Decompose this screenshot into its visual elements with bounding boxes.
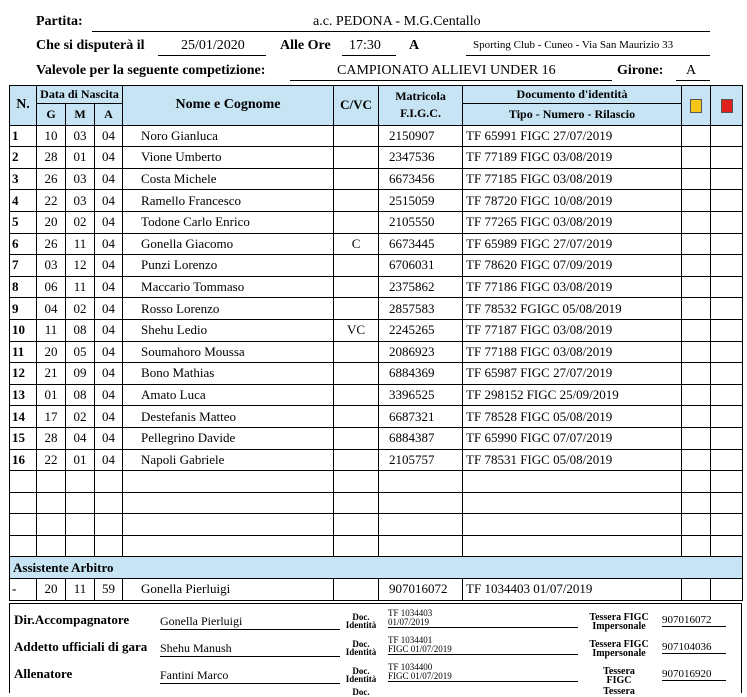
assistant-birth-year: 59 (95, 579, 123, 601)
player-name: Vione Umberto (123, 147, 334, 169)
col-doc-subheader: Tipo - Numero - Rilascio (463, 104, 682, 126)
girone-value: A (686, 63, 697, 78)
yellow-card-cell (682, 276, 711, 298)
yellow-card-icon (690, 99, 702, 113)
assistant-cvc (334, 579, 379, 601)
empty-cell (682, 535, 711, 557)
empty-cell (463, 535, 682, 557)
birth-day: 22 (37, 449, 66, 471)
col-a-header: A (95, 104, 123, 126)
id-document: TF 298152 FIGC 25/09/2019 (463, 384, 682, 406)
birth-day: 21 (37, 363, 66, 385)
matricola: 2347536 (379, 147, 463, 169)
table-row (10, 125, 743, 147)
player-name: Ramello Francesco (123, 190, 334, 212)
matricola: 2105550 (379, 211, 463, 233)
birth-year: 04 (95, 319, 123, 341)
empty-row (10, 471, 743, 493)
birth-year: 04 (95, 211, 123, 233)
id-document: TF 77189 FIGC 03/08/2019 (463, 147, 682, 169)
birth-month: 05 (66, 341, 95, 363)
partita-label: Partita: (36, 14, 83, 29)
assistant-yellow (682, 579, 711, 601)
assistant-matricola: 907016072 (379, 579, 463, 601)
red-card-cell (711, 147, 743, 169)
staff-role: Allenatore (14, 666, 73, 681)
birth-month: 03 (66, 125, 95, 147)
birth-day: 17 (37, 406, 66, 428)
captain-mark (334, 190, 379, 212)
staff-doc-line2: 01/07/2019 (388, 618, 578, 628)
empty-cell (463, 492, 682, 514)
col-g-header: G (37, 104, 66, 126)
birth-year: 04 (95, 427, 123, 449)
empty-cell (463, 514, 682, 536)
id-document: TF 77187 FIGC 03/08/2019 (463, 319, 682, 341)
empty-cell (711, 492, 743, 514)
player-name: Gonella Giacomo (123, 233, 334, 255)
birth-year: 04 (95, 168, 123, 190)
birth-year: 04 (95, 406, 123, 428)
empty-cell (123, 535, 334, 557)
player-name: Soumahoro Moussa (123, 341, 334, 363)
red-card-header (711, 86, 743, 126)
player-number: 13 (10, 384, 37, 406)
birth-day: 06 (37, 276, 66, 298)
table-row (10, 276, 743, 298)
captain-mark (334, 255, 379, 277)
partita-value: a.c. PEDONA - M.G.Centallo (313, 14, 481, 29)
yellow-card-cell (682, 190, 711, 212)
player-number: 7 (10, 255, 37, 277)
staff-tessera-number: 907016920 (662, 668, 726, 681)
yellow-card-cell (682, 384, 711, 406)
red-card-cell (711, 168, 743, 190)
empty-cell (95, 471, 123, 493)
matricola: 2245265 (379, 319, 463, 341)
red-card-cell (711, 406, 743, 428)
matricola: 3396525 (379, 384, 463, 406)
red-card-cell (711, 255, 743, 277)
assistant-birth-day: 20 (37, 579, 66, 601)
yellow-card-cell (682, 298, 711, 320)
red-card-cell (711, 211, 743, 233)
matricola: 6884369 (379, 363, 463, 385)
assistant-birth-month: 11 (66, 579, 95, 601)
id-document: TF 78620 FIGC 07/09/2019 (463, 255, 682, 277)
player-name: Bono Mathias (123, 363, 334, 385)
red-card-cell (711, 190, 743, 212)
red-card-cell (711, 427, 743, 449)
red-card-cell (711, 363, 743, 385)
matricola: 2150907 (379, 125, 463, 147)
birth-year: 04 (95, 233, 123, 255)
captain-mark (334, 406, 379, 428)
staff-role: Dir.Accompagnatore (14, 612, 130, 627)
id-document: TF 78528 FIGC 05/08/2019 (463, 406, 682, 428)
table-row (10, 147, 743, 169)
col-matricola-line2: F.I.G.C. (400, 106, 441, 121)
matricola: 6673445 (379, 233, 463, 255)
staff-tessera-label: Tessera FIGC (589, 612, 649, 623)
player-name: Punzi Lorenzo (123, 255, 334, 277)
empty-cell (10, 471, 37, 493)
player-name: Pellegrino Davide (123, 427, 334, 449)
table-row (10, 449, 743, 471)
birth-day: 03 (37, 255, 66, 277)
id-document: TF 65991 FIGC 27/07/2019 (463, 125, 682, 147)
player-name: Todone Carlo Enrico (123, 211, 334, 233)
yellow-card-cell (682, 255, 711, 277)
birth-day: 20 (37, 211, 66, 233)
assistant-red (711, 579, 743, 601)
empty-cell (123, 471, 334, 493)
red-card-cell (711, 319, 743, 341)
captain-mark (334, 147, 379, 169)
empty-cell (37, 471, 66, 493)
empty-cell (379, 492, 463, 514)
birth-month: 03 (66, 168, 95, 190)
empty-cell (66, 471, 95, 493)
yellow-card-cell (682, 406, 711, 428)
staff-doc-label: Doc. (352, 612, 370, 622)
birth-month: 08 (66, 319, 95, 341)
empty-row (10, 514, 743, 536)
player-name: Shehu Ledio (123, 319, 334, 341)
col-name-header: Nome e Cognome (123, 86, 334, 126)
birth-day: 28 (37, 147, 66, 169)
table-row (10, 341, 743, 363)
empty-cell (682, 514, 711, 536)
captain-mark (334, 384, 379, 406)
matricola: 6884387 (379, 427, 463, 449)
staff-tessera-number: 907104036 (662, 641, 726, 654)
birth-day: 04 (37, 298, 66, 320)
player-name: Maccario Tommaso (123, 276, 334, 298)
birth-year: 04 (95, 125, 123, 147)
time-label: Alle Ore (280, 38, 331, 53)
matricola: 2105757 (379, 449, 463, 471)
table-row (10, 298, 743, 320)
empty-cell (682, 471, 711, 493)
date-label: Che si disputerà il (36, 38, 145, 53)
venue: Sporting Club - Cuneo - Via San Maurizio 33 (473, 39, 674, 51)
player-name: Napoli Gabriele (123, 449, 334, 471)
empty-cell (711, 535, 743, 557)
empty-cell (379, 471, 463, 493)
captain-mark (334, 298, 379, 320)
col-cvc-header: C/VC (334, 86, 379, 126)
player-number: 16 (10, 449, 37, 471)
matricola: 6673456 (379, 168, 463, 190)
staff-doc-label: Doc. (352, 666, 370, 676)
birth-month: 03 (66, 190, 95, 212)
staff-doc-line1: TF 1034400 (388, 662, 433, 672)
table-row (10, 406, 743, 428)
captain-mark (334, 427, 379, 449)
player-name: Noro Gianluca (123, 125, 334, 147)
staff-doc-label2: Identità (345, 647, 377, 657)
birth-day: 20 (37, 341, 66, 363)
cut-doc-label: Doc. (352, 687, 370, 697)
table-row (10, 190, 743, 212)
player-name: Destefanis Matteo (123, 406, 334, 428)
empty-cell (379, 514, 463, 536)
birth-month: 01 (66, 147, 95, 169)
roster-table (9, 85, 743, 601)
empty-cell (37, 535, 66, 557)
birth-month: 12 (66, 255, 95, 277)
empty-cell (682, 492, 711, 514)
staff-doc-line1: TF 1034401 (388, 635, 433, 645)
birth-year: 04 (95, 363, 123, 385)
empty-cell (37, 492, 66, 514)
id-document: TF 65987 FIGC 27/07/2019 (463, 363, 682, 385)
birth-month: 09 (66, 363, 95, 385)
empty-cell (379, 535, 463, 557)
staff-tessera-label2: Impersonale (592, 648, 646, 659)
empty-cell (711, 514, 743, 536)
table-row (10, 255, 743, 277)
staff-role: Addetto ufficiali di gara (14, 639, 148, 654)
empty-cell (95, 492, 123, 514)
id-document: TF 78720 FIGC 10/08/2019 (463, 190, 682, 212)
staff-doc-label: Doc. (352, 639, 370, 649)
player-name: Rosso Lorenzo (123, 298, 334, 320)
red-card-cell (711, 233, 743, 255)
empty-cell (95, 514, 123, 536)
id-document: TF 78531 FIGC 05/08/2019 (463, 449, 682, 471)
yellow-card-cell (682, 341, 711, 363)
yellow-card-cell (682, 147, 711, 169)
empty-cell (123, 492, 334, 514)
red-card-cell (711, 276, 743, 298)
time-value: 17:30 (349, 38, 381, 53)
id-document: TF 77265 FIGC 03/08/2019 (463, 211, 682, 233)
captain-mark: C (334, 233, 379, 255)
captain-mark (334, 341, 379, 363)
empty-row (10, 535, 743, 557)
table-row (10, 427, 743, 449)
birth-month: 04 (66, 427, 95, 449)
empty-cell (10, 535, 37, 557)
captain-mark (334, 449, 379, 471)
empty-cell (334, 535, 379, 557)
empty-cell (10, 492, 37, 514)
id-document: TF 77186 FIGC 03/08/2019 (463, 276, 682, 298)
captain-mark (334, 125, 379, 147)
id-document: TF 77188 FIGC 03/08/2019 (463, 341, 682, 363)
empty-cell (123, 514, 334, 536)
table-row (10, 363, 743, 385)
red-card-icon (721, 99, 733, 113)
player-number: 5 (10, 211, 37, 233)
matricola: 2515059 (379, 190, 463, 212)
competition-value: CAMPIONATO ALLIEVI UNDER 16 (337, 63, 556, 78)
birth-month: 02 (66, 211, 95, 233)
yellow-card-cell (682, 363, 711, 385)
staff-name: Fantini Marco (160, 668, 340, 684)
staff-doc-line2: FIGC 01/07/2019 (388, 672, 578, 682)
player-number: 4 (10, 190, 37, 212)
player-number: 14 (10, 406, 37, 428)
player-name: Costa Michele (123, 168, 334, 190)
table-row (10, 233, 743, 255)
captain-mark (334, 211, 379, 233)
assistant-section-label: Assistente Arbitro (10, 557, 743, 579)
id-document: TF 65990 FIGC 07/07/2019 (463, 427, 682, 449)
matricola: 2086923 (379, 341, 463, 363)
table-row (10, 211, 743, 233)
yellow-card-cell (682, 211, 711, 233)
staff-doc-label2: Identità (345, 620, 377, 630)
birth-day: 26 (37, 233, 66, 255)
birth-day: 11 (37, 319, 66, 341)
birth-month: 02 (66, 298, 95, 320)
birth-month: 08 (66, 384, 95, 406)
birth-year: 04 (95, 147, 123, 169)
table-row (10, 384, 743, 406)
player-number: 9 (10, 298, 37, 320)
assistant-section-row (10, 557, 743, 579)
empty-cell (463, 471, 682, 493)
matricola: 6706031 (379, 255, 463, 277)
staff-doc-label2: Identità (345, 674, 377, 684)
yellow-card-cell (682, 319, 711, 341)
empty-cell (334, 492, 379, 514)
captain-mark (334, 276, 379, 298)
captain-mark: VC (334, 319, 379, 341)
empty-cell (66, 535, 95, 557)
staff-name: Gonella Pierluigi (160, 614, 340, 630)
venue-code: A (409, 38, 420, 53)
id-document: TF 77185 FIGC 03/08/2019 (463, 168, 682, 190)
yellow-card-header (682, 86, 711, 126)
captain-mark (334, 363, 379, 385)
birth-month: 11 (66, 233, 95, 255)
player-number: 6 (10, 233, 37, 255)
yellow-card-cell (682, 168, 711, 190)
col-matricola-header (379, 86, 463, 126)
assistant-number: - (10, 579, 37, 601)
date-value: 25/01/2020 (181, 38, 245, 53)
empty-cell (95, 535, 123, 557)
assistant-name: Gonella Pierluigi (123, 579, 334, 601)
staff-tessera-label: Tessera FIGC (589, 639, 649, 650)
staff-tessera-label2: FIGC (606, 675, 632, 686)
player-number: 8 (10, 276, 37, 298)
staff-tessera-number: 907016072 (662, 614, 726, 627)
birth-year: 04 (95, 298, 123, 320)
red-card-cell (711, 125, 743, 147)
empty-row (10, 492, 743, 514)
birth-month: 01 (66, 449, 95, 471)
birth-month: 11 (66, 276, 95, 298)
staff-name: Shehu Manush (160, 641, 340, 657)
empty-cell (711, 471, 743, 493)
player-number: 2 (10, 147, 37, 169)
empty-cell (10, 514, 37, 536)
birth-day: 28 (37, 427, 66, 449)
empty-cell (66, 514, 95, 536)
yellow-card-cell (682, 449, 711, 471)
staff-doc-line2: FIGC 01/07/2019 (388, 645, 578, 655)
birth-year: 04 (95, 449, 123, 471)
birth-day: 10 (37, 125, 66, 147)
red-card-cell (711, 298, 743, 320)
birth-day: 22 (37, 190, 66, 212)
matricola: 6687321 (379, 406, 463, 428)
player-name: Amato Luca (123, 384, 334, 406)
empty-cell (37, 514, 66, 536)
col-doc-header: Documento d'identità (463, 86, 682, 104)
matricola: 2375862 (379, 276, 463, 298)
yellow-card-cell (682, 427, 711, 449)
player-number: 12 (10, 363, 37, 385)
staff-doc-line1: TF 1034403 (388, 608, 433, 618)
player-number: 15 (10, 427, 37, 449)
birth-year: 04 (95, 190, 123, 212)
empty-cell (334, 471, 379, 493)
staff-tessera-label: Tessera (603, 666, 635, 677)
red-card-cell (711, 449, 743, 471)
girone-label: Girone: (617, 63, 664, 78)
player-number: 11 (10, 341, 37, 363)
cut-tessera-label: Tessera (603, 686, 635, 697)
captain-mark (334, 168, 379, 190)
col-n-header: N. (10, 86, 37, 126)
col-matricola-line1: Matricola (395, 89, 446, 104)
matricola: 2857583 (379, 298, 463, 320)
player-number: 10 (10, 319, 37, 341)
yellow-card-cell (682, 125, 711, 147)
red-card-cell (711, 384, 743, 406)
birth-month: 02 (66, 406, 95, 428)
yellow-card-cell (682, 233, 711, 255)
birth-day: 01 (37, 384, 66, 406)
staff-tessera-label2: Impersonale (592, 621, 646, 632)
empty-cell (66, 492, 95, 514)
birth-year: 04 (95, 384, 123, 406)
player-number: 1 (10, 125, 37, 147)
col-birth-header: Data di Nascita (37, 86, 123, 104)
birth-year: 04 (95, 255, 123, 277)
id-document: TF 78532 FGIGC 05/08/2019 (463, 298, 682, 320)
player-number: 3 (10, 168, 37, 190)
empty-cell (334, 514, 379, 536)
id-document: TF 65989 FIGC 27/07/2019 (463, 233, 682, 255)
red-card-cell (711, 341, 743, 363)
competition-label: Valevole per la seguente competizione: (36, 63, 266, 78)
col-m-header: M (66, 104, 95, 126)
assistant-doc: TF 1034403 01/07/2019 (463, 579, 682, 601)
birth-year: 04 (95, 341, 123, 363)
birth-year: 04 (95, 276, 123, 298)
table-row (10, 319, 743, 341)
table-row (10, 168, 743, 190)
assistant-row (10, 579, 743, 601)
birth-day: 26 (37, 168, 66, 190)
